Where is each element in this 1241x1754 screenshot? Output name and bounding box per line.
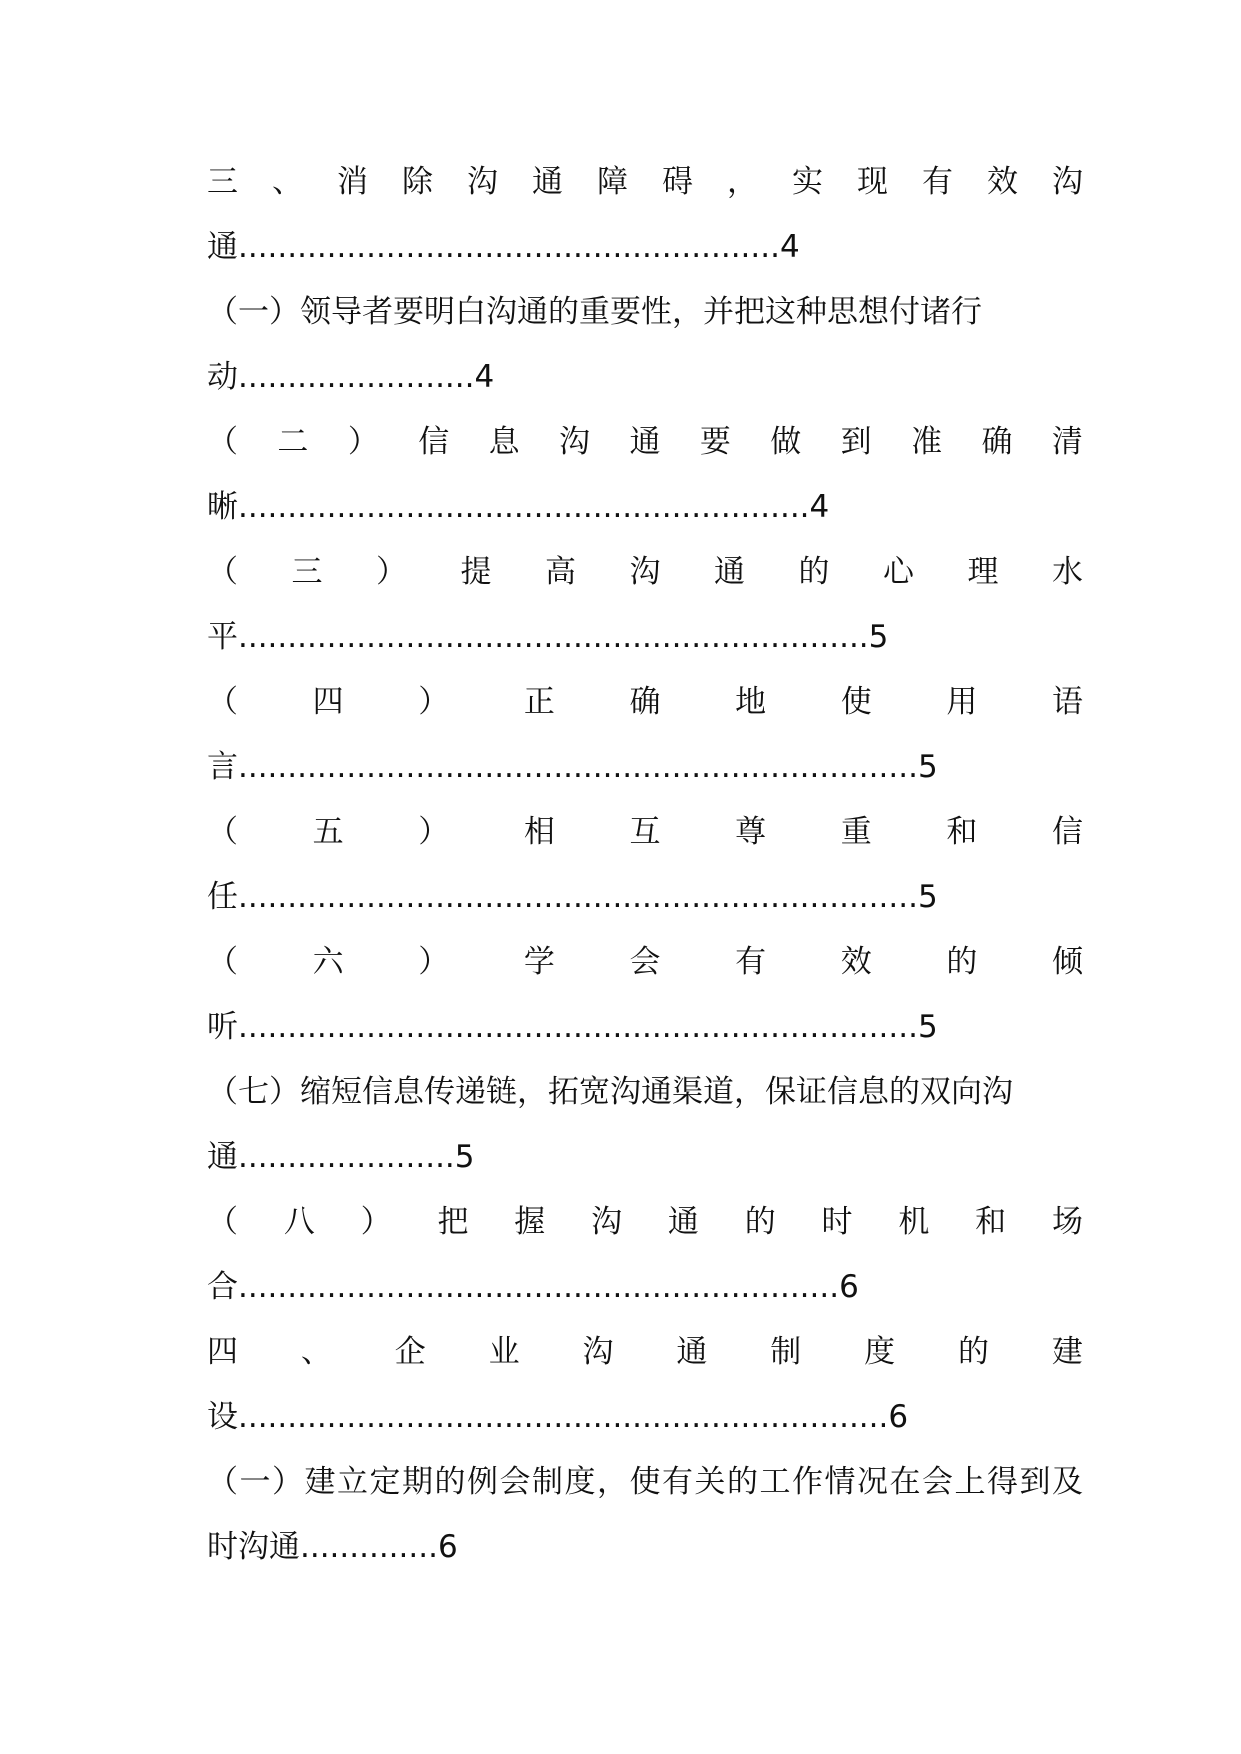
toc-page-number: 6 — [437, 1529, 458, 1565]
toc-entry-title: （七）缩短信息传递链，拓宽沟通渠道，保证信息的双向沟 — [207, 1074, 1013, 1110]
toc-entry-title: （一）领导者要明白沟通的重要性，并把这种思想付诸行 — [207, 294, 982, 330]
toc-entry-leader — [207, 995, 1083, 1060]
toc-entry-continuation: 晰 — [207, 489, 238, 525]
toc-dot-leader: ........................ — [238, 359, 475, 395]
toc-entry-continuation: 听 — [207, 1009, 238, 1045]
toc-dot-leader: .................................................................. — [238, 1399, 889, 1435]
toc-entry-title: （ 八 ） 把 握 沟 通 的 时 机 和 场 — [207, 1204, 1083, 1240]
toc-entry-continuation: 任 — [207, 879, 238, 915]
toc-entry-continuation: 设 — [207, 1399, 238, 1435]
toc-entry-continuation: 动 — [207, 359, 238, 395]
toc-entry-title: （ 二 ） 信 息 沟 通 要 做 到 准 确 清 — [207, 424, 1083, 460]
toc-page-number: 4 — [779, 229, 800, 265]
toc-dot-leader: ..................................................................... — [238, 879, 918, 915]
toc-entry-title: （ 六 ） 学 会 有 效 的 倾 — [207, 944, 1083, 980]
toc-dot-leader: ...................... — [238, 1139, 455, 1175]
toc-entry-continuation: 平 — [207, 619, 238, 655]
toc-entry-leader — [207, 215, 1083, 280]
toc-entry-continuation: 时沟通 — [207, 1529, 300, 1565]
toc-entry-leader — [207, 475, 1083, 540]
toc-page-number: 6 — [888, 1399, 909, 1435]
toc-page-number: 5 — [917, 749, 938, 785]
toc-entry-leader — [207, 735, 1083, 800]
toc-entry-title: 三 、 消 除 沟 通 障 碍 ， 实 现 有 效 沟 — [207, 164, 1083, 200]
toc-dot-leader: ..................................................................... — [238, 1009, 918, 1045]
table-of-contents — [207, 150, 1083, 1580]
toc-page-number: 5 — [917, 879, 938, 915]
toc-entry-title: （ 一 ） 建 立 定 期 的 例 会 制 度 ， 使 有 关 的 工 作 情 况 在 会 上 得 到 及 — [207, 1464, 1083, 1500]
toc-entry-continuation: 通 — [207, 1139, 238, 1175]
toc-page-number: 5 — [868, 619, 889, 655]
toc-page-number: 5 — [454, 1139, 475, 1175]
toc-entry-leader — [207, 1255, 1083, 1320]
toc-page-number: 4 — [474, 359, 495, 395]
toc-entry-title: （ 四 ） 正 确 地 使 用 语 — [207, 684, 1083, 720]
toc-entry-leader — [207, 1385, 1083, 1450]
toc-dot-leader: ................................................................ — [238, 619, 869, 655]
toc-entry-continuation: 言 — [207, 749, 238, 785]
toc-entry-leader — [207, 1515, 1083, 1580]
toc-entry-title: （ 五 ） 相 互 尊 重 和 信 — [207, 814, 1083, 850]
toc-dot-leader: .......................................................... — [238, 489, 810, 525]
toc-dot-leader: ....................................................... — [238, 229, 780, 265]
toc-entry-title: 四 、 企 业 沟 通 制 度 的 建 — [207, 1334, 1083, 1370]
toc-entry-continuation: 通 — [207, 229, 238, 265]
toc-entry-leader — [207, 1125, 1083, 1190]
toc-dot-leader: ............................................................. — [238, 1269, 840, 1305]
toc-page-number: 5 — [917, 1009, 938, 1045]
toc-dot-leader: ..................................................................... — [238, 749, 918, 785]
toc-page-number: 6 — [839, 1269, 859, 1305]
toc-entry-leader — [207, 865, 1083, 930]
toc-entry-title: （ 三 ） 提 高 沟 通 的 心 理 水 — [207, 554, 1083, 590]
toc-dot-leader: .............. — [300, 1529, 438, 1565]
toc-page-number: 4 — [809, 489, 830, 525]
toc-entry-leader — [207, 345, 1083, 410]
toc-entry-continuation: 合 — [207, 1269, 238, 1305]
toc-entry-leader — [207, 605, 1083, 670]
